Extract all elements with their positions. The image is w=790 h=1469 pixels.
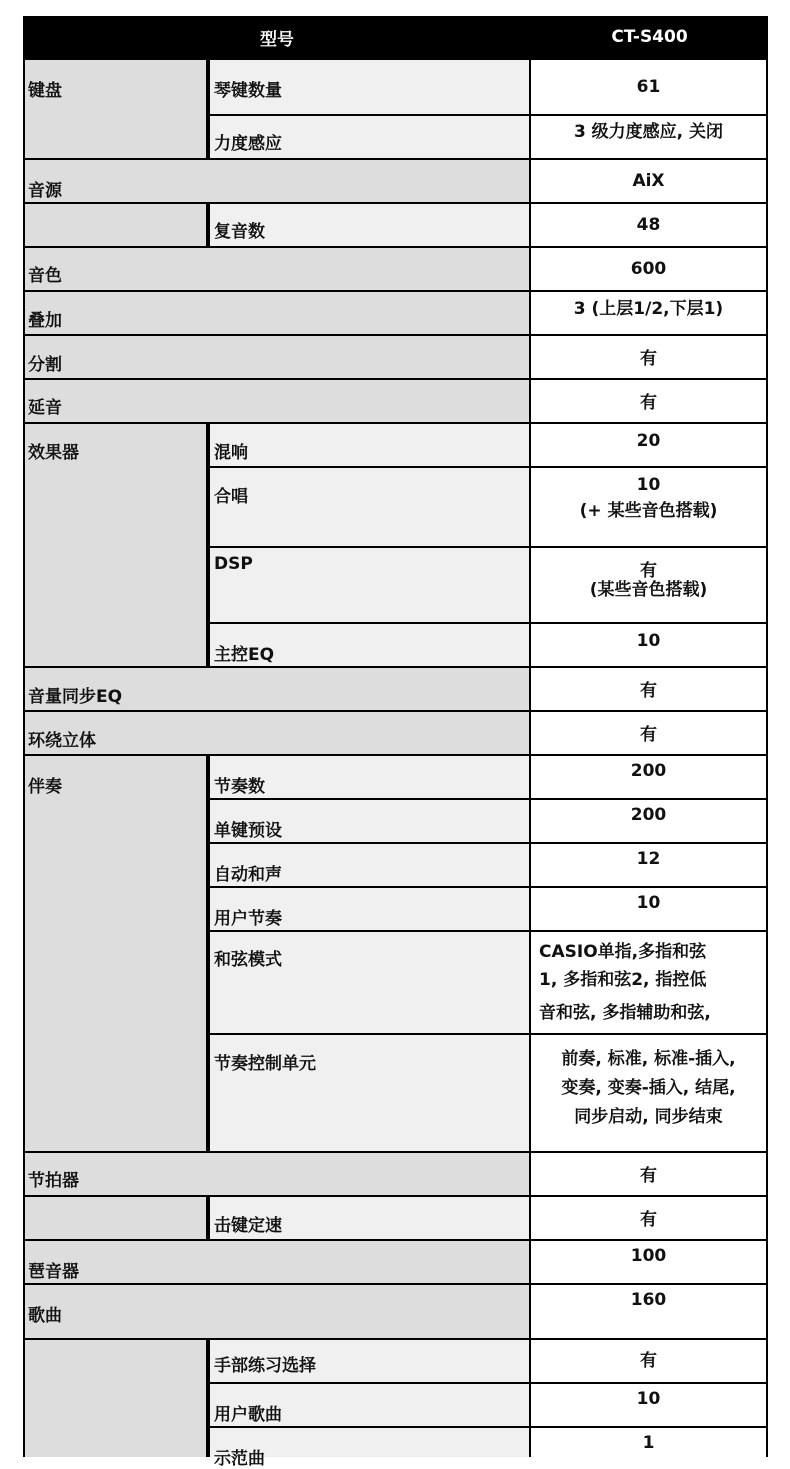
effects-label-text: 效果器 [28, 443, 79, 463]
onetouch-label-text: 单键预设 [214, 821, 282, 841]
row-user-rhythm-label [208, 886, 531, 930]
source-label-text: 音源 [28, 181, 62, 201]
tones-value-text: 600 [630, 259, 667, 279]
layer-label-text: 叠加 [28, 311, 62, 331]
user-rhythm-label-text: 用户节奏 [214, 909, 282, 929]
row-poly-label [208, 202, 531, 246]
row-songs-spacer [23, 1338, 208, 1457]
row-layer-label [23, 290, 531, 334]
hand-label-text: 手部练习选择 [214, 1356, 316, 1376]
row-source-value [529, 158, 768, 202]
harmon-label-text: 自动和声 [214, 865, 282, 885]
chord-label-text: 和弦模式 [214, 950, 282, 970]
poly-value-text: 48 [636, 215, 661, 235]
dsp-value-line2: (某些音色搭载) [589, 580, 708, 600]
row-vol-eq-label [23, 666, 531, 710]
metronome-label-text: 节拍器 [28, 1171, 79, 1191]
touch-value-text: 3 级力度感应, 关闭 [573, 122, 724, 142]
arp-value-text: 100 [630, 1246, 667, 1266]
row-poly-value [529, 202, 768, 246]
row-split-label [23, 334, 531, 378]
row-user-song-value [529, 1382, 768, 1426]
harmon-value-text: 12 [636, 849, 661, 869]
rhythms-label-text: 节奏数 [214, 777, 265, 797]
hand-value-text: 有 [640, 1351, 657, 1371]
row-touch-label [208, 114, 531, 158]
chord-value-line3: 音和弦, 多指辅助和弦, [539, 1003, 711, 1023]
row-reverb-label [208, 422, 531, 466]
row-user-song-label [208, 1382, 531, 1426]
touch-label-text: 力度感应 [214, 134, 282, 154]
spec-table [23, 16, 768, 1469]
row-tones-label [23, 246, 531, 290]
row-hand-label [208, 1338, 531, 1382]
row-metronome-label [23, 1151, 531, 1195]
dsp-label-text: DSP [214, 554, 253, 574]
row-poly-spacer [23, 202, 208, 246]
keys-label-text: 琴键数量 [214, 81, 282, 101]
row-ctrl-label [208, 1033, 531, 1151]
eq-value-text: 10 [636, 631, 661, 651]
row-reverb-value [529, 422, 768, 466]
user-song-value-text: 10 [636, 1389, 661, 1409]
row-accomp-label [23, 754, 208, 1151]
row-keys-value [529, 58, 768, 114]
row-harmon-label [208, 842, 531, 886]
header-model-name: CT-S400 [611, 27, 688, 47]
row-dsp-value [529, 546, 768, 622]
row-layer-value [529, 290, 768, 334]
row-tones-value [529, 246, 768, 290]
row-keys-label [208, 58, 531, 114]
tempo-label-text: 击键定速 [214, 1216, 282, 1236]
row-chord-value [529, 930, 768, 1033]
sustain-value-text: 有 [640, 393, 657, 413]
row-split-value [529, 334, 768, 378]
ctrl-label-text: 节奏控制单元 [214, 1054, 316, 1074]
header-model-text: 型号 [260, 29, 294, 50]
songs-value-text: 160 [630, 1290, 667, 1310]
row-tempo-label [208, 1195, 531, 1239]
row-eq-value [529, 622, 768, 666]
surround-label-text: 环绕立体 [28, 731, 96, 751]
row-surround-value [529, 710, 768, 754]
row-dsp-label [208, 546, 531, 622]
reverb-label-text: 混响 [214, 443, 248, 463]
tones-label-text: 音色 [28, 266, 62, 286]
poly-label-text: 复音数 [214, 222, 265, 242]
row-chorus-label [208, 466, 531, 546]
ctrl-value-line3: 同步启动, 同步结束 [574, 1107, 723, 1127]
onetouch-value-text: 200 [630, 805, 667, 825]
reverb-value-text: 20 [636, 431, 661, 451]
rhythms-value-text: 200 [630, 761, 667, 781]
row-metronome-value [529, 1151, 768, 1195]
source-value-text: AiX [632, 171, 665, 191]
accomp-label-text: 伴奏 [28, 777, 62, 797]
chord-value-line2: 1, 多指和弦2, 指控低 [539, 970, 707, 990]
metronome-value-text: 有 [640, 1166, 657, 1186]
tempo-value-text: 有 [640, 1210, 657, 1230]
songs-label-text: 歌曲 [28, 1306, 62, 1326]
layer-value-text: 3 (上层1/2,下层1) [573, 299, 724, 319]
user-rhythm-value-text: 10 [636, 893, 661, 913]
row-arp-label [23, 1239, 531, 1283]
split-label-text: 分割 [28, 355, 62, 375]
chorus-label-text: 合唱 [214, 487, 248, 507]
row-rhythms-label [208, 754, 531, 798]
row-tempo-spacer [23, 1195, 208, 1239]
row-rhythms-value [529, 754, 768, 798]
row-chorus-value [529, 466, 768, 546]
keys-value-text: 61 [636, 77, 661, 97]
row-surround-label [23, 710, 531, 754]
eq-label-text: 主控EQ [214, 645, 275, 665]
row-effects-label [23, 422, 208, 666]
dsp-value-line1: 有 [640, 561, 657, 581]
row-onetouch-label [208, 798, 531, 842]
vol-eq-value-text: 有 [640, 681, 657, 701]
demo-label-text: 示范曲 [214, 1449, 265, 1469]
header-model-label [23, 16, 531, 58]
row-demo-value [529, 1426, 768, 1457]
row-touch-value [529, 114, 768, 158]
header-model-value [531, 16, 768, 58]
ctrl-value-line2: 变奏, 变奏-插入, 结尾, [561, 1078, 736, 1098]
row-chord-label [208, 930, 531, 1033]
sustain-label-text: 延音 [28, 398, 62, 418]
user-song-label-text: 用户歌曲 [214, 1405, 282, 1425]
arp-label-text: 琶音器 [28, 1262, 79, 1282]
row-songs-value [529, 1283, 768, 1338]
row-vol-eq-value [529, 666, 768, 710]
row-demo-label [208, 1426, 531, 1469]
row-sustain-label [23, 378, 531, 422]
row-songs-label [23, 1283, 531, 1338]
demo-value-text: 1 [642, 1433, 655, 1453]
chorus-value-line1: 10 [636, 475, 661, 495]
row-hand-value [529, 1338, 768, 1382]
row-ctrl-value [529, 1033, 768, 1151]
row-source-label [23, 158, 531, 202]
surround-value-text: 有 [640, 725, 657, 745]
row-arp-value [529, 1239, 768, 1283]
chorus-value-line2: (+ 某些音色搭载) [579, 501, 718, 521]
row-user-rhythm-value [529, 886, 768, 930]
row-tempo-value [529, 1195, 768, 1239]
row-onetouch-value [529, 798, 768, 842]
row-harmon-value [529, 842, 768, 886]
keyboard-label-text: 键盘 [28, 81, 62, 101]
row-keyboard-label [23, 58, 208, 158]
row-eq-label [208, 622, 531, 666]
ctrl-value-line1: 前奏, 标准, 标准-插入, [561, 1049, 736, 1069]
chord-value-line1: CASIO单指,多指和弦 [539, 942, 707, 962]
vol-eq-label-text: 音量同步EQ [28, 687, 123, 707]
split-value-text: 有 [640, 349, 657, 369]
row-sustain-value [529, 378, 768, 422]
